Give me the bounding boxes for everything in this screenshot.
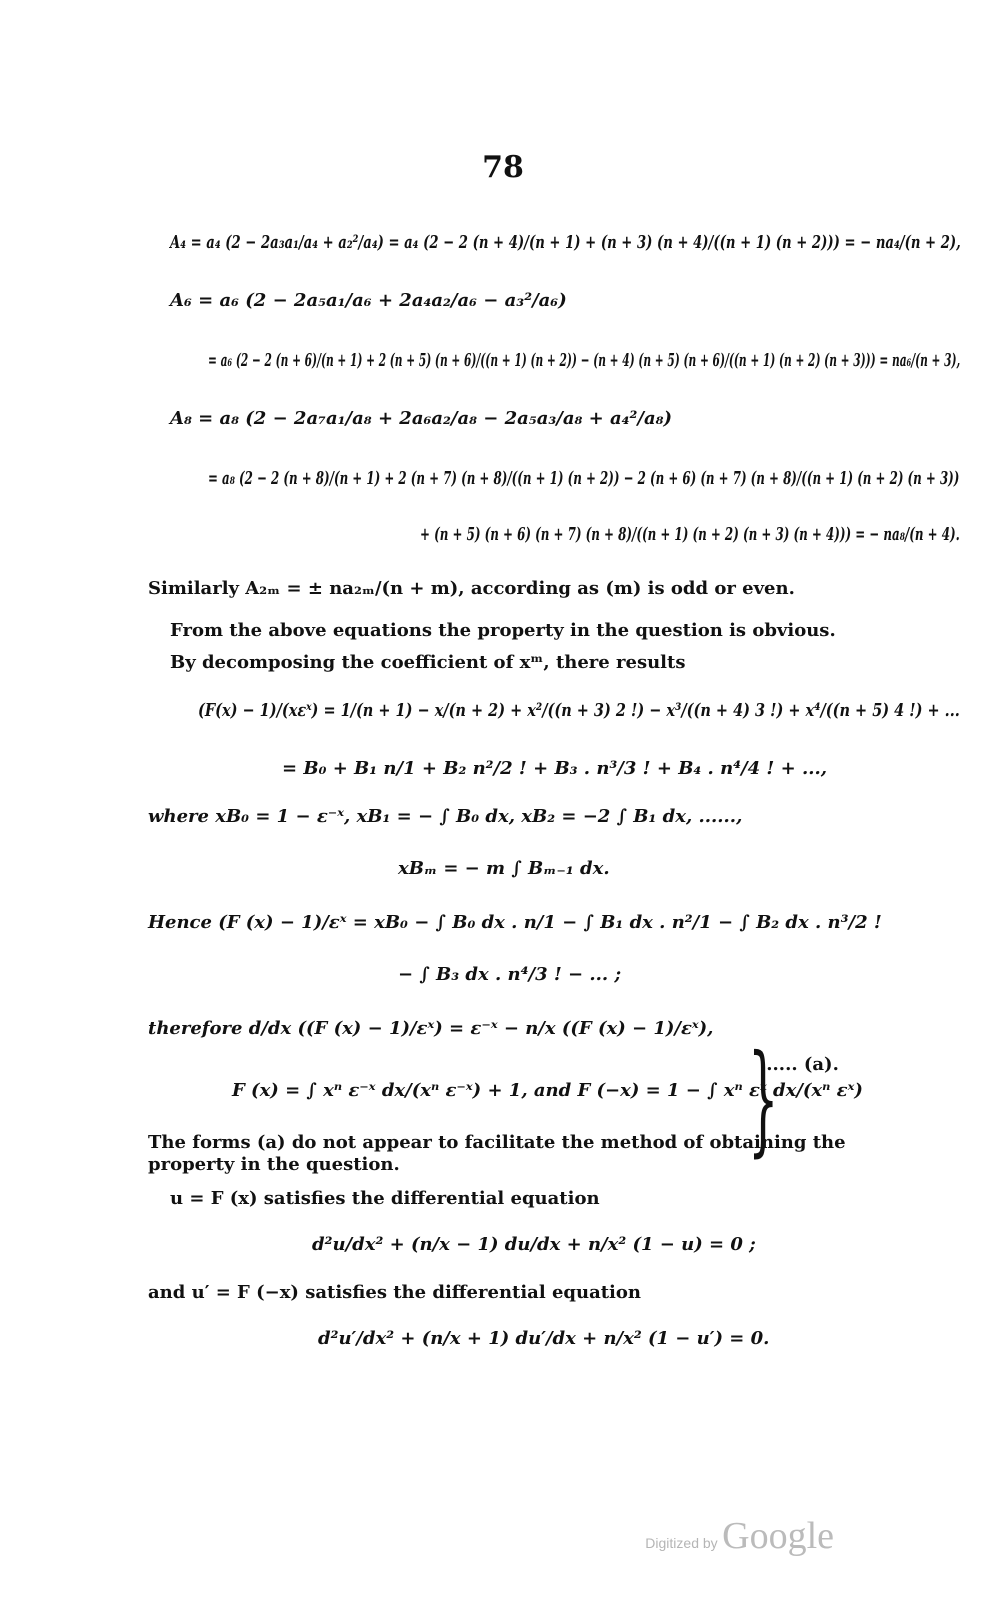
text-uprime-satisfies: and u′ = F (−x) satisfies the differential equation [148,1282,641,1303]
right-brace: } [748,1030,779,1169]
equation-a6: A₆ = a₆ (2 − 2a₅a₁/a₆ + 2a₄a₂/a₆ − a₃²/a₆) [170,290,567,311]
google-logo: Google [722,1515,834,1557]
equation-xbm: xBₘ = − m ∫ Bₘ₋₁ dx. [398,858,610,879]
text-similarly: Similarly A₂ₘ = ± na₂ₘ/(n + m), according as (m) is odd or even. [148,578,795,599]
equation-a8-expanded: = a₈ (2 − 2 (n + 8)/(n + 1) + 2 (n + 7) (n + 8)/((n + 1) (n + 2)) − 2 (n + 6) (n + 7) (n + 8)/((n + 1) (n + 2) (n + 3)) [208,468,960,489]
google-watermark [645,1514,834,1558]
equation-label-a: ...... (a). [760,1054,839,1075]
text-u-satisfies: u = F (x) satisfies the differential equation [170,1188,600,1209]
equation-hence-continued: − ∫ B₃ dx . n⁴/3 ! − ... ; [398,964,622,985]
text-property: property in the question. [148,1154,400,1175]
text-from-above: From the above equations the property in the question is obvious. [170,620,836,641]
equation-series-b: = B₀ + B₁ n/1 + B₂ n²/2 ! + B₃ . n³/3 ! + B₄ . n⁴/4 ! + ..., [282,758,828,779]
equation-a6-expanded: = a₆ (2 − 2 (n + 6)/(n + 1) + 2 (n + 5) (n + 6)/((n + 1) (n + 2)) − (n + 4) (n + 5) (n + 6)/((n + 1) (n + 2) (n + 3))) = na₆/(n + 3), [208,350,961,371]
watermark-prefix: Digitized by [645,1535,718,1551]
page-number: 78 [482,150,524,185]
equation-differential-uprime: d²u′/dx² + (n/x + 1) du′/dx + n/x² (1 − u′) = 0. [318,1328,770,1349]
equation-therefore: therefore d/dx ((F (x) − 1)/εˣ) = ε⁻ˣ − n/x ((F (x) − 1)/εˣ), [148,1018,714,1039]
equation-series: (F(x) − 1)/(xεˣ) = 1/(n + 1) − x/(n + 2) + x²/((n + 3) 2 !) − x³/((n + 4) 3 !) + x⁴/((n + 5) 4 !) + ... [198,700,960,721]
equation-differential-u: d²u/dx² + (n/x − 1) du/dx + n/x² (1 − u) = 0 ; [312,1234,756,1255]
equation-a4: A₄ = a₄ (2 − 2a₃a₁/a₄ + a₂²/a₄) = a₄ (2 − 2 (n + 4)/(n + 1) + (n + 3) (n + 4)/((n + 1) (n + 2))) = − na₄/(n + 2), [170,232,961,253]
text-by-decomposing: By decomposing the coefficient of xᵐ, there results [170,652,686,673]
equation-hence: Hence (F (x) − 1)/εˣ = xB₀ − ∫ B₀ dx . n/1 − ∫ B₁ dx . n²/1 − ∫ B₂ dx . n³/2 ! [148,912,882,933]
text-forms: The forms (a) do not appear to facilitate the method of obtaining the [148,1132,846,1153]
equation-a8-continued: + (n + 5) (n + 6) (n + 7) (n + 8)/((n + 1) (n + 2) (n + 3) (n + 4))) = − na₈/(n + 4). [420,524,960,545]
equation-fx: F (x) = ∫ xⁿ ε⁻ˣ dx/(xⁿ ε⁻ˣ) + 1, and F (−x) = 1 − ∫ xⁿ εˣ dx/(xⁿ εˣ) [232,1080,863,1101]
equation-where: where xB₀ = 1 − ε⁻ˣ, xB₁ = − ∫ B₀ dx, xB₂ = −2 ∫ B₁ dx, ......, [148,806,743,827]
equation-a8: A₈ = a₈ (2 − 2a₇a₁/a₈ + 2a₆a₂/a₈ − 2a₅a₃/a₈ + a₄²/a₈) [170,408,673,429]
